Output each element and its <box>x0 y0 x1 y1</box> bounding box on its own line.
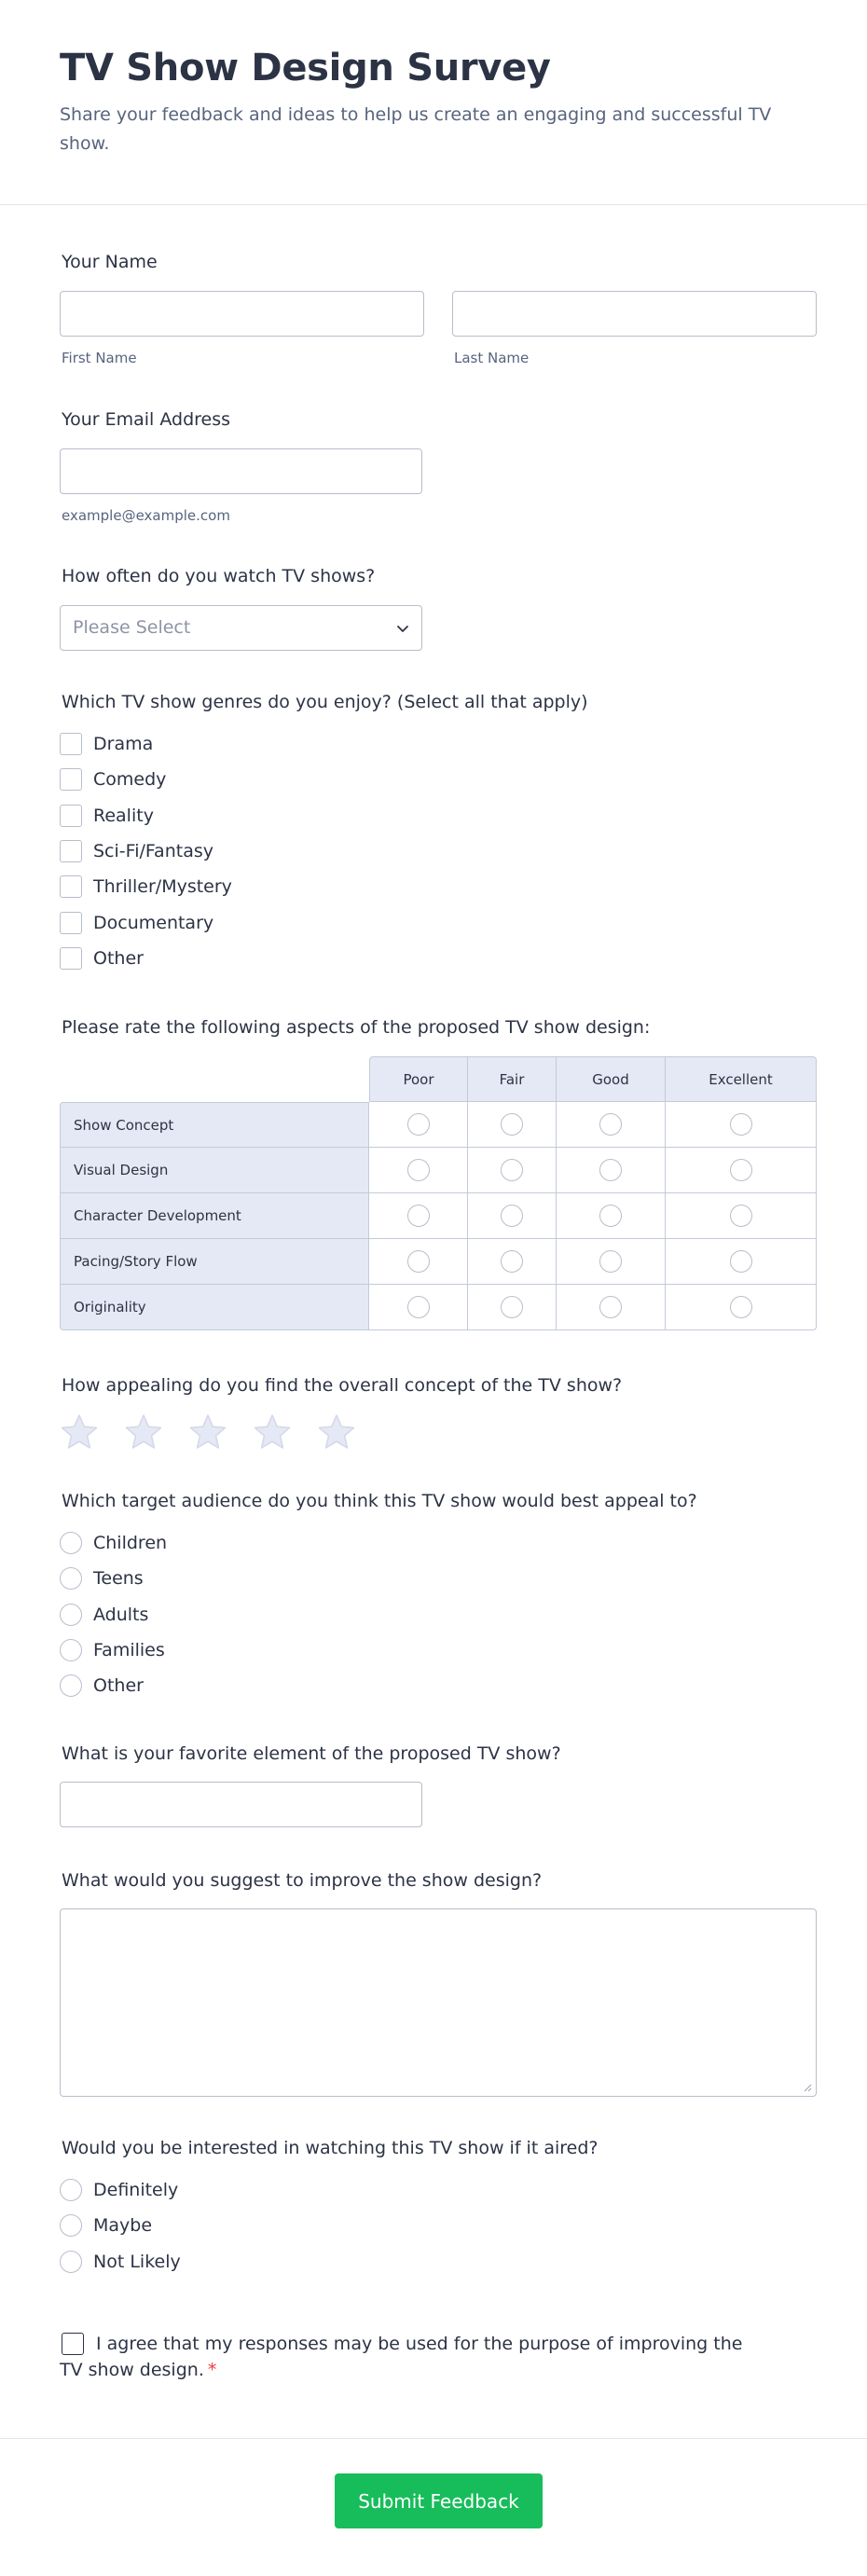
genre-option-label: Thriller/Mystery <box>93 876 232 897</box>
matrix-cell <box>369 1148 468 1193</box>
matrix-cell <box>666 1285 817 1330</box>
genre-option-label: Sci-Fi/Fantasy <box>93 841 213 861</box>
first-name-input[interactable] <box>60 291 424 337</box>
email-input[interactable] <box>60 448 422 494</box>
star-icon[interactable] <box>253 1412 292 1452</box>
rating-radio[interactable] <box>407 1159 430 1181</box>
matrix-cell <box>557 1285 666 1330</box>
genre-option[interactable] <box>60 945 144 971</box>
audience-option-label: Teens <box>93 1568 144 1589</box>
required-asterisk: * <box>207 2360 217 2380</box>
last-name-sublabel: Last Name <box>454 350 530 366</box>
star-icon[interactable] <box>124 1412 163 1452</box>
rating-radio[interactable] <box>730 1205 752 1227</box>
audience-radio[interactable] <box>60 1674 82 1697</box>
audience-option[interactable] <box>60 1673 144 1699</box>
matrix-row <box>60 1102 817 1148</box>
rating-radio[interactable] <box>501 1296 523 1318</box>
matrix-row <box>60 1193 817 1239</box>
audience-radio[interactable] <box>60 1639 82 1661</box>
matrix-cell <box>557 1102 666 1148</box>
interest-radio[interactable] <box>60 2251 82 2273</box>
matrix-cell <box>557 1193 666 1239</box>
genre-checkbox[interactable] <box>60 840 82 862</box>
frequency-placeholder: Please Select <box>73 617 191 638</box>
genre-option-label: Reality <box>93 806 154 826</box>
star-icon[interactable] <box>60 1412 99 1452</box>
rating-radio[interactable] <box>501 1159 523 1181</box>
audience-option-label: Families <box>93 1640 165 1660</box>
genre-option-label: Other <box>93 948 144 969</box>
matrix-column-header: Good <box>557 1056 666 1102</box>
genre-option-label: Comedy <box>93 769 167 790</box>
audience-radio[interactable] <box>60 1532 82 1554</box>
favorite-input[interactable] <box>60 1782 422 1827</box>
rating-label: Please rate the following aspects of the proposed TV show design: <box>62 1017 651 1038</box>
matrix-row <box>60 1148 817 1193</box>
genre-checkbox[interactable] <box>60 912 82 934</box>
genre-option[interactable] <box>60 731 153 757</box>
rating-radio[interactable] <box>407 1296 430 1318</box>
matrix-cell <box>557 1148 666 1193</box>
matrix-corner <box>60 1056 369 1102</box>
genre-option[interactable] <box>60 874 232 900</box>
genre-option[interactable] <box>60 838 213 864</box>
form-header <box>0 0 867 205</box>
frequency-select[interactable] <box>60 605 422 651</box>
frequency-label: How often do you watch TV shows? <box>62 566 376 586</box>
genre-checkbox[interactable] <box>60 805 82 827</box>
audience-option[interactable] <box>60 1565 144 1591</box>
audience-option-label: Children <box>93 1533 168 1553</box>
matrix-row <box>60 1285 817 1330</box>
rating-radio[interactable] <box>599 1296 622 1318</box>
audience-option-label: Other <box>93 1675 144 1696</box>
rating-radio[interactable] <box>730 1250 752 1273</box>
matrix-cell <box>369 1102 468 1148</box>
matrix-column-header: Fair <box>468 1056 557 1102</box>
matrix-cell <box>666 1102 817 1148</box>
matrix-cell <box>369 1239 468 1285</box>
improve-label: What would you suggest to improve the show design? <box>62 1870 543 1891</box>
rating-radio[interactable] <box>407 1250 430 1273</box>
rating-radio[interactable] <box>407 1205 430 1227</box>
appeal-label: How appealing do you find the overall concept of the TV show? <box>62 1375 623 1396</box>
matrix-cell <box>468 1102 557 1148</box>
audience-option[interactable] <box>60 1602 148 1628</box>
matrix-cell <box>666 1193 817 1239</box>
matrix-cell <box>369 1285 468 1330</box>
genre-option[interactable] <box>60 766 166 792</box>
submit-button[interactable]: Submit Feedback <box>335 2473 543 2528</box>
interest-option-label: Maybe <box>93 2215 153 2236</box>
rating-radio[interactable] <box>501 1250 523 1273</box>
footer-divider <box>0 2438 867 2439</box>
matrix-row-header: Show Concept <box>60 1102 369 1148</box>
matrix-cell <box>468 1239 557 1285</box>
audience-option[interactable] <box>60 1637 165 1663</box>
form-subtitle: Share your feedback and ideas to help us create an engaging and successful TV show. <box>60 104 772 154</box>
interest-label: Would you be interested in watching this TV show if it aired? <box>62 2138 599 2158</box>
rating-radio[interactable] <box>501 1113 523 1136</box>
matrix-row-header: Originality <box>60 1285 369 1330</box>
agreement-text: I agree that my responses may be used for the purpose of improving the TV show design. <box>60 2334 743 2380</box>
favorite-label: What is your favorite element of the proposed TV show? <box>62 1743 561 1764</box>
name-label: Your Name <box>62 252 158 272</box>
rating-radio[interactable] <box>599 1205 622 1227</box>
interest-option[interactable] <box>60 2249 181 2275</box>
rating-radio[interactable] <box>730 1113 752 1136</box>
matrix-row-header: Character Development <box>60 1193 369 1239</box>
audience-radio[interactable] <box>60 1604 82 1626</box>
interest-radio[interactable] <box>60 2179 82 2201</box>
audience-radio[interactable] <box>60 1567 82 1590</box>
genre-checkbox[interactable] <box>60 875 82 898</box>
genre-checkbox[interactable] <box>60 947 82 970</box>
rating-radio[interactable] <box>599 1113 622 1136</box>
last-name-input[interactable] <box>452 291 817 337</box>
matrix-cell <box>468 1285 557 1330</box>
interest-radio[interactable] <box>60 2214 82 2237</box>
chevron-down-icon <box>395 621 410 636</box>
genres-label: Which TV show genres do you enjoy? (Select all that apply) <box>62 692 588 712</box>
star-icon[interactable] <box>188 1412 227 1452</box>
interest-option-label: Not Likely <box>93 2252 181 2272</box>
rating-radio[interactable] <box>407 1113 430 1136</box>
matrix-row-header: Visual Design <box>60 1148 369 1193</box>
matrix-cell <box>468 1148 557 1193</box>
email-sublabel: example@example.com <box>62 507 230 524</box>
genre-option-label: Drama <box>93 734 154 754</box>
genre-option[interactable] <box>60 910 213 936</box>
genre-checkbox[interactable] <box>60 768 82 791</box>
matrix-column-header: Poor <box>369 1056 468 1102</box>
interest-option[interactable] <box>60 2177 178 2203</box>
matrix-row-header: Pacing/Story Flow <box>60 1239 369 1285</box>
matrix-cell <box>557 1239 666 1285</box>
resize-handle-icon[interactable] <box>804 2084 812 2092</box>
genre-option[interactable] <box>60 803 154 829</box>
matrix-cell <box>666 1239 817 1285</box>
audience-option-label: Adults <box>93 1605 149 1625</box>
matrix-row <box>60 1239 817 1285</box>
first-name-sublabel: First Name <box>62 350 137 366</box>
rating-radio[interactable] <box>730 1159 752 1181</box>
rating-matrix <box>60 1056 817 1330</box>
genre-option-label: Documentary <box>93 913 214 933</box>
matrix-cell <box>666 1148 817 1193</box>
agreement-checkbox[interactable] <box>62 2333 84 2355</box>
matrix-cell <box>369 1193 468 1239</box>
rating-radio[interactable] <box>501 1205 523 1227</box>
email-label: Your Email Address <box>62 409 231 430</box>
rating-radio[interactable] <box>599 1159 622 1181</box>
improve-textarea[interactable] <box>60 1908 817 2097</box>
rating-radio[interactable] <box>599 1250 622 1273</box>
rating-radio[interactable] <box>730 1296 752 1318</box>
form-title: TV Show Design Survey <box>60 47 551 90</box>
agreement-label <box>60 2331 768 2383</box>
matrix-cell <box>468 1193 557 1239</box>
genre-checkbox[interactable] <box>60 733 82 755</box>
interest-option-label: Definitely <box>93 2180 179 2200</box>
star-icon[interactable] <box>317 1412 356 1452</box>
interest-option[interactable] <box>60 2212 152 2239</box>
audience-label: Which target audience do you think this TV show would best appeal to? <box>62 1491 697 1511</box>
matrix-column-header: Excellent <box>666 1056 817 1102</box>
audience-option[interactable] <box>60 1530 167 1556</box>
